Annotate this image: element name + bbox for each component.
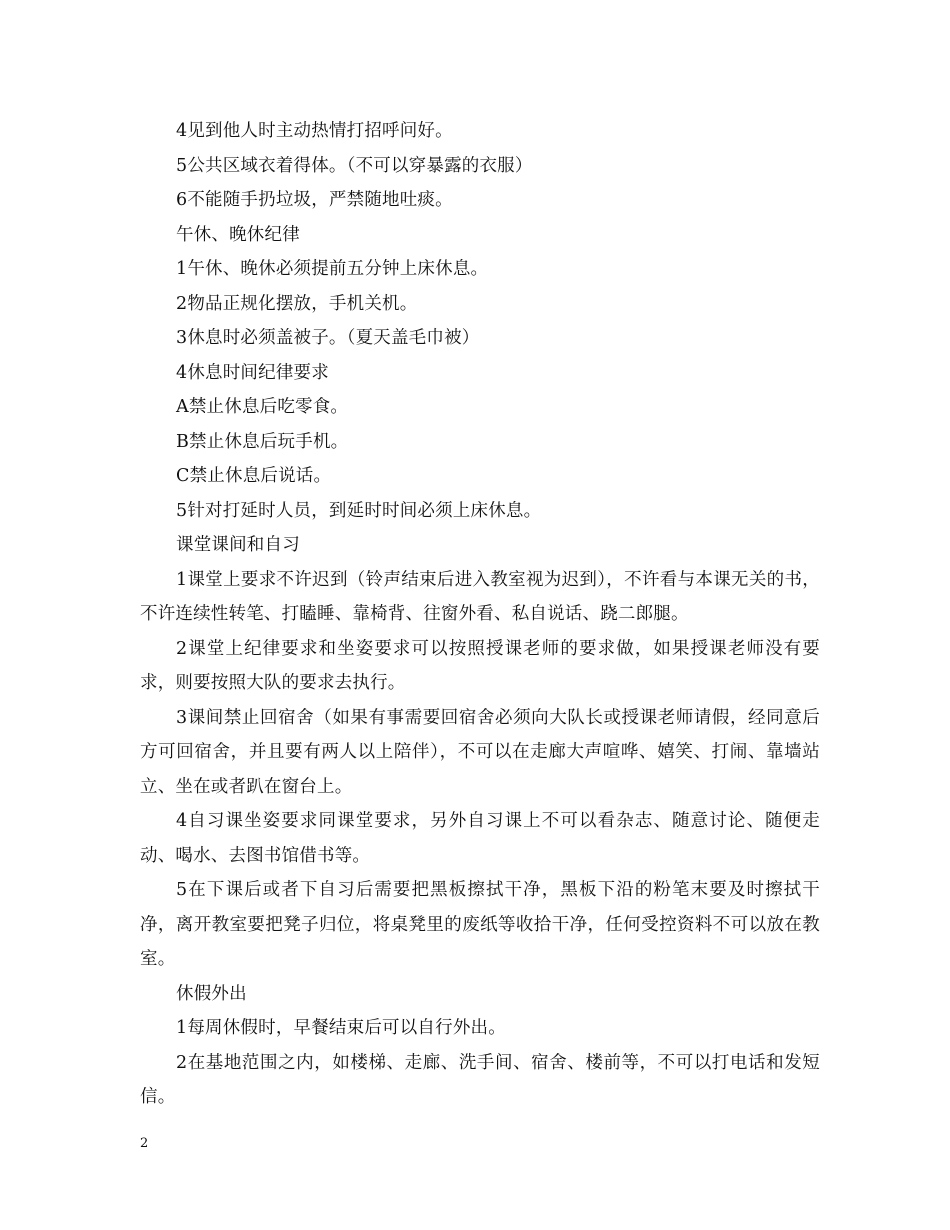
paragraph: 1课堂上要求不许迟到（铃声结束后进入教室视为迟到），不许看与本课无关的书，不许连续性转笔、打瞌睡、靠椅背、往窗外看、私自说话、跷二郎腿。 [140,569,820,624]
paragraph: 4见到他人时主动热情打招呼问好。 [176,121,453,141]
paragraph: 3休息时必须盖被子。（夏天盖毛巾被） [176,328,480,348]
paragraph: 2物品正规化摆放，手机关机。 [176,293,418,314]
paragraph: 5在下课后或者下自习后需要把黑板擦拭干净，黑板下沿的粉笔末要及时擦拭干净，离开教室要把凳子归位，将桌凳里的废纸等收拾干净，任何受控资料不可以放在教室。 [140,880,820,969]
section-heading: 课堂课间和自习 [176,535,300,555]
paragraph: 1午休、晚休必须提前五分钟上床休息。 [176,259,489,279]
paragraph: C禁止休息后说话。 [176,466,332,486]
paragraph: A禁止休息后吃零食。 [176,397,349,417]
document-body [140,114,820,1115]
paragraph: 5针对打延时人员，到延时时间必须上床休息。 [176,500,542,521]
paragraph: B禁止休息后玩手机。 [176,431,349,452]
paragraph: 4自习课坐姿要求同课堂要求，另外自习课上不可以看杂志、随意讨论、随便走动、喝水、去图书馆借书等。 [140,811,820,866]
page-number: 2 [140,1136,149,1151]
section-heading: 午休、晚休纪律 [176,224,300,245]
section-heading: 休假外出 [176,983,247,1004]
paragraph: 6不能随手扔垃圾，严禁随地吐痰。 [176,190,453,210]
paragraph: 2在基地范围之内，如楼梯、走廊、洗手间、宿舍、楼前等，不可以打电话和发短信。 [140,1052,820,1107]
paragraph: 1每周休假时，早餐结束后可以自行外出。 [176,1018,506,1038]
paragraph: 5公共区域衣着得体。（不可以穿暴露的衣服） [176,155,533,176]
paragraph: 4休息时间纪律要求 [176,362,329,383]
paragraph: 2课堂上纪律要求和坐姿要求可以按照授课老师的要求做，如果授课老师没有要求，则要按照大队的要求去执行。 [140,638,820,693]
paragraph: 3课间禁止回宿舍（如果有事需要回宿舍必须向大队长或授课老师请假，经同意后方可回宿舍，并且要有两人以上陪伴），不可以在走廊大声喧哗、嬉笑、打闹、靠墙站立、坐在或者趴在窗台上。 [140,707,820,797]
